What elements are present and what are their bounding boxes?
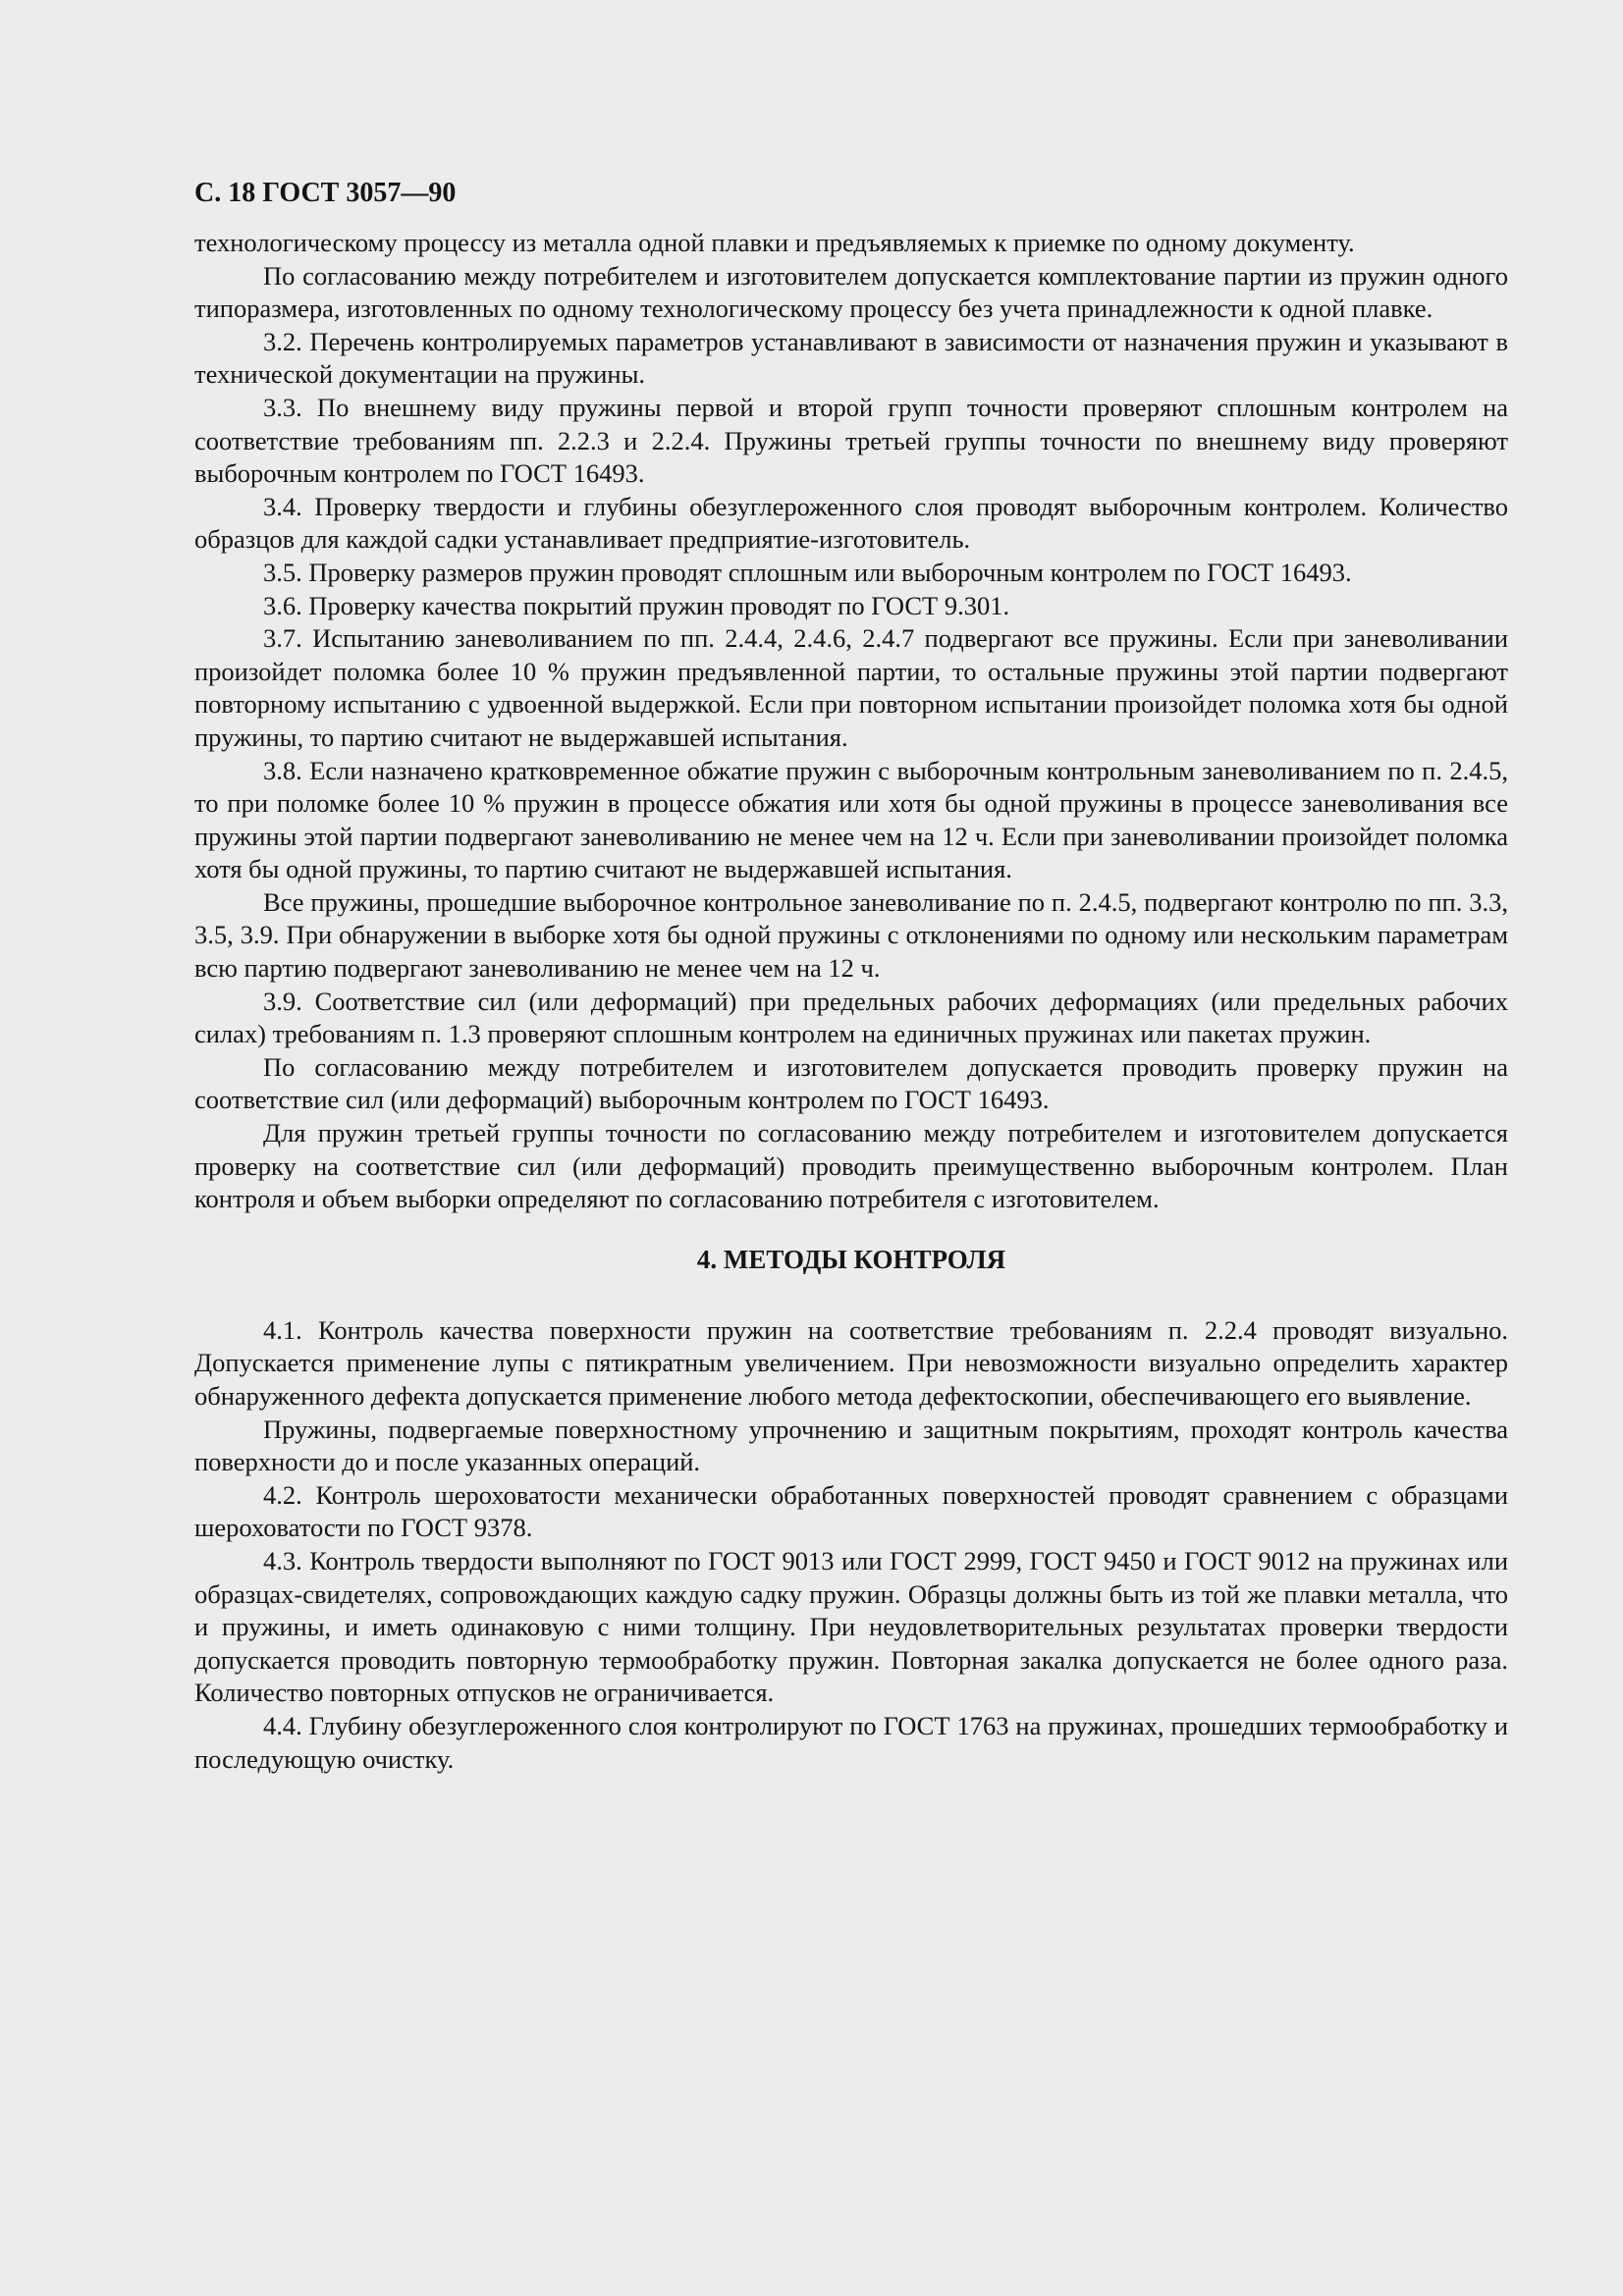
paragraph-3-7: 3.7. Испытанию заневоливанием по пп. 2.4.4, 2.4.6, 2.4.7 подвергают все пружины. Если при заневоливании произойдет поломка более 10 % пружин предъявленной партии, то остальные пружины этой партии подвергают повторному испытанию с удвоенной выдержкой. Если при повторном испытании произойдет поломка хотя бы одной пружины, то партию считают не выдержавшей испытания.: [194, 623, 1508, 752]
paragraph-3-3: 3.3. По внешнему виду пружины первой и второй групп точности проверяют сплошным контролем на соответствие требованиям пп. 2.2.3 и 2.2.4. Пружины третьей группы точности по внешнему виду проверяют выборочным контролем по ГОСТ 16493.: [194, 392, 1508, 489]
paragraph-3-9-third-group: Для пружин третьей группы точности по согласованию между потребителем и изготовителем допускается проверку на соответствие сил (или деформаций) проводить преимущественно выборочным контролем. План контроля и объем выборки определяют по согласованию потребителя с изготовителем.: [194, 1118, 1508, 1214]
section-4-body: [194, 1314, 1508, 1776]
paragraph-3-8: 3.8. Если назначено кратковременное обжатие пружин с выборочным контрольным заневоливанием по п. 2.4.5, то при поломке более 10 % пружин в процессе обжатия или хотя бы одной пружины в процессе заневоливания все пружины этой партии подвергают заневоливанию не менее чем на 12 ч. Если при заневоливании произойдет поломка хотя бы одной пружины, то партию считают не выдержавшей испытания.: [194, 755, 1508, 884]
paragraph-3-6: 3.6. Проверку качества покрытий пружин проводят по ГОСТ 9.301.: [263, 590, 1010, 620]
section-4-title: 4. МЕТОДЫ КОНТРОЛЯ: [696, 1244, 1006, 1274]
paragraph-3-1-agreement: По согласованию между потребителем и изготовителем допускается комплектование партии из пружин одного типоразмера, изготовленных по одному технологическому процессу без учета принадлежности к одной плавке.: [194, 260, 1508, 324]
paragraph-3-4: 3.4. Проверку твердости и глубины обезуглероженного слоя проводят выборочным контролем. Количество образцов для каждой садки устанавливает предприятие-изготовитель.: [194, 491, 1508, 555]
paragraph-3-8-sampling: Все пружины, прошедшие выборочное контрольное заневоливание по п. 2.4.5, подвергают контролю по пп. 3.3, 3.5, 3.9. При обнаружении в выборке хотя бы одной пружины с отклонениями по одному или нескольким параметрам всю партию подвергают заневоливанию не менее чем на 12 ч.: [194, 886, 1508, 984]
paragraph-4-1: 4.1. Контроль качества поверхности пружин на соответствие требованиям п. 2.2.4 проводят визуально. Допускается применение лупы с пятикратным увеличением. При невозможности визуально определить характер обнаруженного дефекта допускается применение любого метода дефектоскопии, обеспечивающего его выявление.: [194, 1314, 1508, 1411]
paragraph-3-5: 3.5. Проверку размеров пружин проводят сплошным или выборочным контролем по ГОСТ 16493.: [263, 557, 1352, 587]
paragraph-4-3: 4.3. Контроль твердости выполняют по ГОСТ 9013 или ГОСТ 2999, ГОСТ 9450 и ГОСТ 9012 на пружинах или образцах-свидетелях, сопровождающих каждую садку пружин. Образцы должны быть из той же плавки металла, что и пружины, и иметь одинаковую с ними толщину. При неудовлетворительных результатах проверки твердости допускается проводить повторную термообработку пружин. Повторная закалка допускается не более одного раза. Количество повторных отпусков не ограничивается.: [194, 1545, 1508, 1708]
paragraph-4-2: 4.2. Контроль шероховатости механически обработанных поверхностей проводят сравнением с образцами шероховатости по ГОСТ 9378.: [194, 1479, 1508, 1543]
paragraph-3-2: 3.2. Перечень контролируемых параметров устанавливают в зависимости от назначения пружин и указывают в технической документации на пружины.: [194, 326, 1508, 390]
paragraph-3-9-agreement: По согласованию между потребителем и изготовителем допускается проводить проверку пружин на соответствие сил (или деформаций) выборочным контролем по ГОСТ 16493.: [194, 1051, 1508, 1115]
paragraph-4-1-coatings: Пружины, подвергаемые поверхностному упрочнению и защитным покрытиям, проходят контроль качества поверхности до и после указанных операций.: [194, 1414, 1508, 1477]
paragraph-4-4: 4.4. Глубину обезуглероженного слоя контролируют по ГОСТ 1763 на пружинах, прошедших термообработку и последующую очистку.: [194, 1710, 1508, 1774]
document-page: [194, 177, 1508, 1776]
section-3-body: [194, 227, 1508, 1216]
paragraph-continuation: технологическому процессу из металла одной плавки и предъявляемых к приемке по одному документу.: [194, 228, 1355, 257]
running-head: С. 18 ГОСТ 3057—90: [194, 178, 457, 208]
paragraph-3-9: 3.9. Соответствие сил (или деформаций) при предельных рабочих деформациях (или предельных рабочих силах) требованиям п. 1.3 проверяют сплошным контролем на единичных пружинах или пакетах пружин.: [194, 986, 1508, 1049]
